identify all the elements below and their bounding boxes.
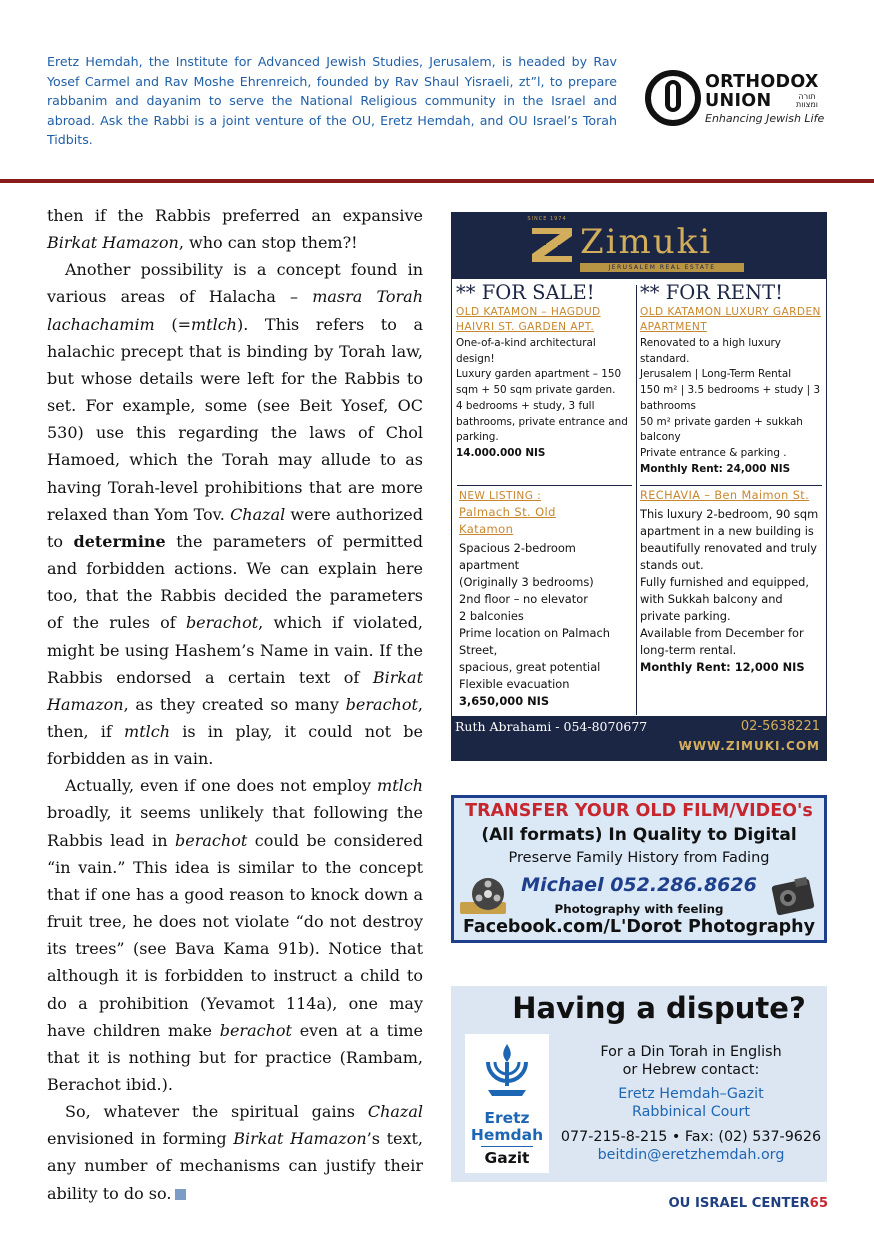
zimuki-since: SINCE 1974: [527, 216, 567, 222]
zimuki-sale-listing-1-title[interactable]: OLD KATAMON – HAGDUD HAIVRI ST. GARDEN APT.: [456, 306, 601, 333]
dispute-contact-intro: [556, 1044, 826, 1079]
article-italic-term: mtlch: [191, 314, 237, 334]
zimuki-new-listing-label: NEW LISTING :: [459, 490, 542, 502]
film-ad-tagline: Photography with feeling: [554, 902, 724, 916]
article-text: ’s text, any number of mechanisms can justify their ability to do so.: [47, 1129, 424, 1203]
zimuki-rent-listing-1-line: 150 m² | 3.5 bedrooms + study | 3 bathrooms: [640, 384, 821, 412]
dispute-contact-line: or Hebrew contact:: [622, 1061, 760, 1078]
menorah-icon: [482, 1040, 532, 1100]
article-italic-term: masra Torah lachachamim: [47, 287, 424, 334]
zimuki-rent-listing-2-line: Available from December for long-term rental.: [640, 626, 804, 658]
zimuki-sale-listing-2-line: 2 balconies: [459, 608, 524, 623]
zimuki-website-link[interactable]: WWW.ZIMUKI.COM: [678, 739, 820, 753]
film-ad-line: Preserve Family History from Fading: [508, 850, 770, 866]
article-italic-term: mtlch: [377, 776, 423, 796]
zimuki-rent-listing-1-line: 50 m² private garden + sukkah balcony: [640, 415, 803, 444]
dispute-email-link[interactable]: beitdin@eretzhemdah.org: [597, 1147, 785, 1163]
zimuki-sale-listing-2-line: Flexible evacuation: [459, 677, 570, 692]
article-italic-term: Birkat Hamazon: [47, 233, 179, 253]
zimuki-rent-listing-2-line: Fully furnished and equipped, with Sukkah balcony and private parking.: [640, 574, 809, 624]
ou-logo-tagline: Enhancing Jewish Life: [705, 112, 825, 125]
zimuki-rent-heading: ** FOR RENT!: [640, 281, 783, 304]
article-end-mark: [175, 1189, 186, 1200]
film-ad-facebook-link[interactable]: Facebook.com/L'Dorot Photography: [462, 917, 816, 937]
article-text: So, whatever the spiritual gains: [65, 1102, 368, 1122]
article-italic-term: berachot: [175, 830, 248, 850]
zimuki-rent-listing-1: [640, 282, 824, 477]
article-text: then if the Rabbis preferred an expansive: [47, 206, 423, 225]
dispute-org-name: Eretz Hemdah–Gazit: [618, 1086, 764, 1102]
zimuki-rent-listing-2-title[interactable]: RECHAVIA – Ben Maimon St.: [640, 489, 810, 502]
article-text: were authorized to: [47, 504, 423, 551]
article-text: even at a time that it is nothing but for practice (Rambam, Berachot ibid.).: [47, 1020, 423, 1094]
zimuki-office-phone[interactable]: 02-5638221: [740, 719, 820, 734]
dispute-ad-title: Having a dispute?: [512, 991, 806, 1025]
zimuki-sale-listing-2-line: Prime location on Palmach Street,: [459, 625, 610, 658]
din-torah-ad[interactable]: [451, 986, 827, 1182]
article-italic-term: berachot: [345, 694, 418, 714]
zimuki-brand-name: Zimuki: [580, 222, 713, 262]
article-italic-term: berachot: [185, 613, 259, 633]
zimuki-sale-listing-2-line: Spacious 2-bedroom apartment: [459, 540, 576, 572]
logo-word-hemdah: Hemdah: [470, 1126, 544, 1144]
zimuki-sale-listing-1-line: Luxury garden apartment – 150 sqm + 50 sqm private garden.: [456, 368, 622, 397]
dispute-org-court: Rabbinical Court: [632, 1103, 750, 1120]
zimuki-row-divider-left: [457, 485, 632, 486]
article-column: [47, 202, 423, 1207]
film-ad-title: TRANSFER YOUR OLD FILM/VIDEO's: [465, 801, 813, 821]
zimuki-rent-listing-1-title[interactable]: OLD KATAMON LUXURY GARDEN APARTMENT: [640, 306, 821, 333]
logo-rule: [481, 1146, 533, 1147]
zimuki-header: [452, 213, 826, 279]
zimuki-rent-listing-1-line: Jerusalem | Long-Term Rental: [640, 368, 792, 381]
ou-logo-word-orthodox: ORTHODOX: [705, 72, 819, 92]
logo-word-eretz: Eretz: [484, 1109, 530, 1127]
article-text: , as they created so many: [123, 694, 346, 714]
zimuki-sale-listing-2-line: 2nd floor – no elevator: [459, 591, 588, 606]
zimuki-subtitle: JERUSALEM REAL ESTATE: [580, 263, 744, 272]
zimuki-sale-listing-1-price: 14.000.000 NIS: [456, 446, 546, 459]
zimuki-sale-listing-2: [459, 489, 634, 710]
dispute-phones[interactable]: 077-215-8-215 • Fax: (02) 537-9626: [560, 1129, 822, 1145]
article-text: ). This refers to a halachic precept that is binding by Torah law, but whose details were left for the Rabbis to set. For example, some (see Beit Yosef, OC 530) use this regarding the laws of Chol Hamoed, which the Torah may allude to as having Torah-level prohibitions that are more relaxed than Yom Tov.: [47, 314, 424, 524]
zimuki-footer: [452, 716, 826, 760]
article-text: envisioned in forming: [47, 1129, 234, 1149]
zimuki-sale-listing-2-line: (Originally 3 bedrooms): [459, 574, 594, 589]
ou-logo-icon: [645, 70, 701, 126]
zimuki-agent-contact[interactable]: Ruth Abrahami - 054-8070677: [455, 719, 648, 734]
eretz-hemdah-gazit-logo: [465, 1034, 549, 1173]
article-text: could be considered “in vain.” This idea is similar to the concept that if one has a good reason to knock down a fruit tree, he does not violate “do not destroy its trees” (see Bava Kama 91b). Notice that although it is forbidden to instruct a child to do a prohibition (Yevamot 114a), one may have children make: [47, 830, 424, 1040]
article-text: , who can stop them?!: [178, 233, 358, 253]
article-italic-term: berachot: [219, 1020, 292, 1040]
footer-publication: OU ISRAEL CENTER: [668, 1196, 810, 1211]
ou-logo-hebrew: [787, 93, 827, 109]
zimuki-sale-listing-2-title[interactable]: Palmach St. Old Katamon: [459, 504, 556, 536]
header-intro-text: Eretz Hemdah, the Institute for Advanced Jewish Studies, Jerusalem, is headed by Rav Yosef Carmel and Rav Moshe Ehrenreich, founded by Rav Shaul Yisraeli, zt”l, to prepare rabbanim and dayanim to serve the National Religious community in the Israel and abroad. Ask the Rabbi is a joint venture of the OU, Eretz Hemdah, and OU Israel’s Torah Tidbits.: [47, 54, 617, 147]
article-italic-term: mtlch: [124, 721, 171, 741]
logo-word-gazit: Gazit: [484, 1149, 530, 1167]
zimuki-sale-listing-1: [456, 282, 634, 462]
article-italic-term: Birkat Hamazon: [233, 1129, 367, 1149]
article-paragraph-3: [47, 772, 423, 1098]
zimuki-row-divider-right: [640, 485, 822, 486]
zimuki-z-logo-icon: [530, 226, 574, 264]
zimuki-rent-listing-2-line: This luxury 2-bedroom, 90 sqm apartment in a new building is beautifully renovated and truly stands out.: [640, 506, 819, 572]
ou-logo-hebrew-bottom: ומצוות: [796, 100, 818, 109]
zimuki-sale-listing-2-price: 3,650,000 NIS: [459, 694, 550, 709]
orthodox-union-logo: [645, 68, 835, 130]
ou-logo-word-union: UNION: [705, 91, 772, 111]
ou-logo-hebrew-top: תורה: [798, 92, 816, 101]
article-text: is in play, it could not be forbidden as in vain.: [47, 721, 423, 769]
article-italic-term: Birkat Hamazon: [47, 667, 423, 714]
zimuki-sale-listing-1-line: One-of-a-kind architectural design!: [456, 337, 596, 365]
zimuki-column-divider: [636, 285, 637, 715]
article-bold-term: determine: [73, 531, 166, 551]
zimuki-rent-listing-1-line: Renovated to a high luxury standard.: [640, 337, 781, 365]
article-italic-term: Chazal: [230, 504, 286, 524]
film-transfer-ad[interactable]: [451, 795, 827, 943]
article-text: , then, if: [47, 694, 423, 741]
film-ad-subtitle: (All formats) In Quality to Digital: [481, 825, 797, 845]
article-text: Another possibility is a concept found in various areas of Halacha –: [47, 260, 423, 307]
film-ad-phone[interactable]: Michael 052.286.8626: [521, 874, 757, 896]
zimuki-rent-listing-1-line: Private entrance & parking .: [640, 446, 787, 459]
article-text: (=: [154, 314, 191, 334]
zimuki-sale-listing-1-line: 4 bedrooms + study, 3 full bathrooms, private entrance and parking.: [456, 399, 628, 444]
header-divider: [0, 179, 874, 183]
article-paragraph-4: [47, 1098, 423, 1207]
page-number: 65: [809, 1196, 828, 1211]
zimuki-real-estate-ad[interactable]: [451, 212, 827, 761]
article-text: , which if violated, might be using Hashem’s Name in vain. If the Rabbis endorsed a certain text of: [47, 613, 424, 687]
zimuki-rent-listing-2-price: Monthly Rent: 12,000 NIS: [640, 660, 805, 675]
zimuki-rent-listing-1-price: Monthly Rent: 24,000 NIS: [640, 462, 791, 475]
dispute-contact-line: For a Din Torah in English: [600, 1044, 782, 1060]
dispute-organization: [556, 1086, 826, 1121]
article-italic-term: Chazal: [367, 1102, 423, 1122]
article-paragraph-1: [47, 202, 423, 256]
article-text: the parameters of permitted and forbidden actions. We can explain here too, that the Rabbis decided the parameters of the rules of: [47, 531, 423, 633]
zimuki-rent-listing-2: [640, 489, 824, 676]
zimuki-sale-listing-2-line: spacious, great potential: [459, 660, 601, 675]
page-footer: [668, 1196, 828, 1211]
article-paragraph-2: [47, 256, 423, 772]
zimuki-sale-heading: ** FOR SALE!: [456, 281, 595, 304]
article-text: Actually, even if one does not employ: [65, 776, 378, 796]
article-text: broadly, it seems unlikely that following the Rabbis lead in: [47, 803, 423, 850]
